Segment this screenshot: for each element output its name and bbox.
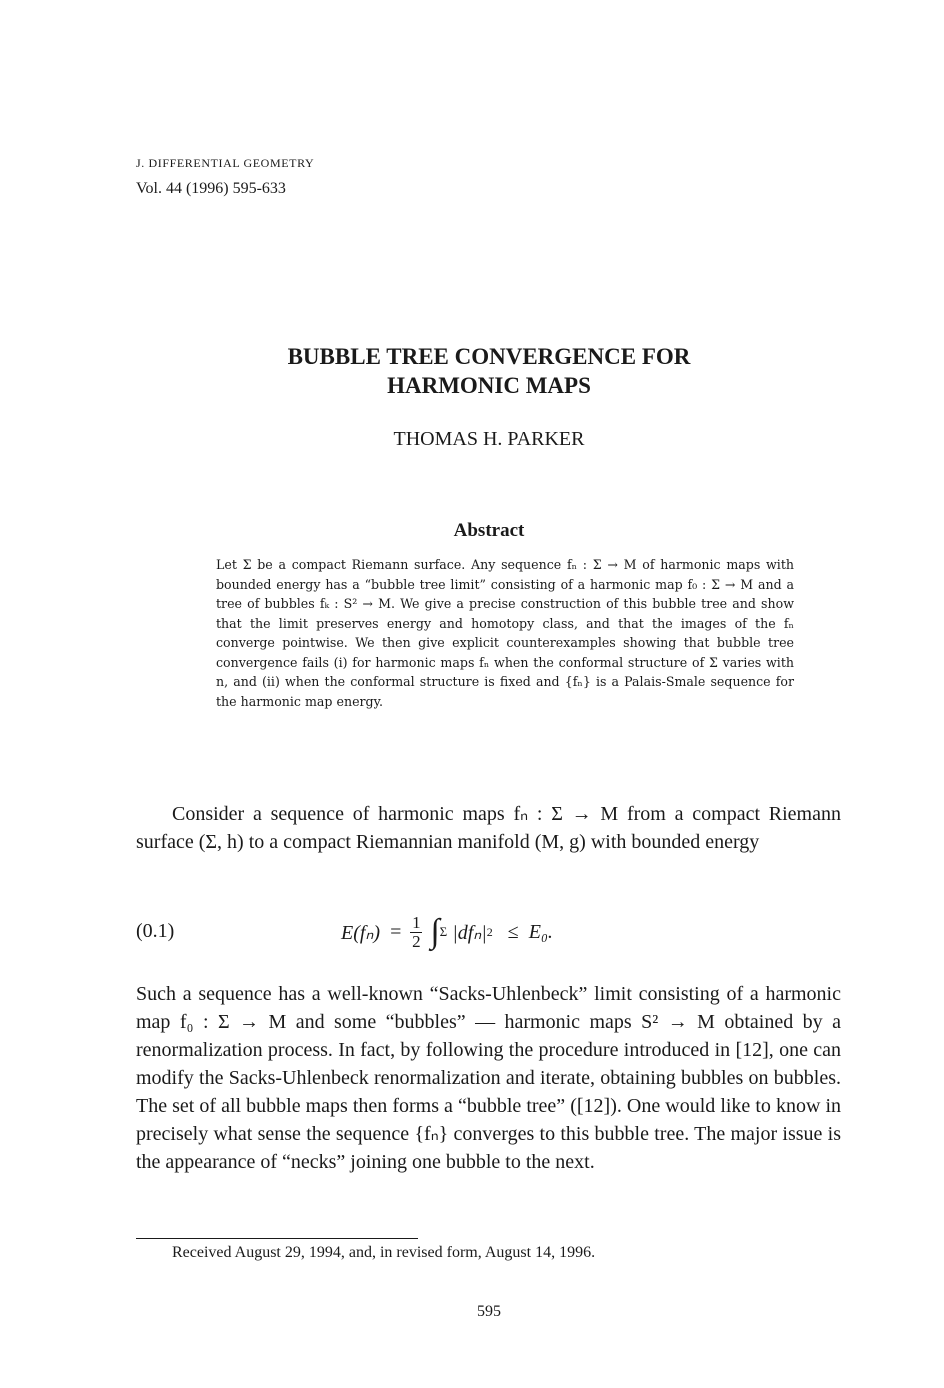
eq-integral-sign: ∫ [430, 913, 440, 950]
paragraph-1: Consider a sequence of harmonic maps fₙ : Σ → M from a compact Riemann surface (Σ, h) to a compact Riemannian manifold (M, g) with bounded energy [136, 803, 841, 853]
title-line-2: HARMONIC MAPS [387, 373, 591, 398]
paragraph-2: Such a sequence has a well-known “Sacks-Uhlenbeck” limit consisting of a harmonic map f₀ : Σ → M and some “bubbles” — harmonic maps S² → M obtained by a renormalization process. In fact, by following the procedure introduced in [12], one can modify the Sacks-Uhlenbeck renormalization and iterate, obtaining bubbles on bubbles. The set of all bubble maps then forms a “bubble tree” ([12]). One would like to know in precisely what sense the sequence {fₙ} converges to this bubble tree. The major issue is the appearance of “necks” joining one bubble to the next. [136, 983, 841, 1173]
eq-power: 2 [486, 924, 493, 939]
page-number: 595 [477, 1303, 501, 1320]
equation-number: (0.1) [136, 920, 175, 942]
footnote-rule [136, 1238, 418, 1239]
eq-lhs: E(fₙ) [341, 921, 381, 944]
volume-info: Vol. 44 (1996) 595-633 [136, 180, 286, 197]
eq-integrand: |dfₙ| [452, 921, 487, 944]
eq-frac-num: 1 [412, 912, 421, 932]
abstract-text: Let Σ be a compact Riemann surface. Any sequence fₙ : Σ → M of harmonic maps with bounded energy has a “bubble tree limit” consisting of a harmonic map f₀ : Σ → M and a tree of bubbles fₖ : S² → M. We give a precise construction of this bubble tree and show that the limit preserves energy and homotopy class, and that the images of the fₙ converge pointwise. We then give explicit counterexamples showing that bubble tree convergence fails (i) for harmonic maps fₙ when the conformal structure of Σ varies with n, and (ii) when the conformal structure is fixed and {fₙ} is a Palais-Smale sequence for the harmonic map energy. [216, 557, 794, 709]
paper-title [136, 342, 842, 400]
abstract-heading: Abstract [453, 520, 525, 541]
title-line-1: BUBBLE TREE CONVERGENCE FOR [287, 344, 691, 369]
eq-frac-den: 2 [412, 931, 421, 951]
eq-fraction [410, 914, 422, 951]
eq-rhs: E₀. [528, 920, 553, 943]
eq-relation: ≤ [507, 920, 519, 943]
eq-equals: = [390, 920, 402, 943]
author: THOMAS H. PARKER [393, 428, 585, 450]
footnote: Received August 29, 1994, and, in revised form, August 14, 1996. [172, 1244, 596, 1261]
eq-integral-domain: Σ [439, 924, 448, 939]
equation-0-1 [136, 902, 841, 962]
journal-name: J. DIFFERENTIAL GEOMETRY [136, 156, 315, 170]
equation-body [341, 902, 553, 962]
